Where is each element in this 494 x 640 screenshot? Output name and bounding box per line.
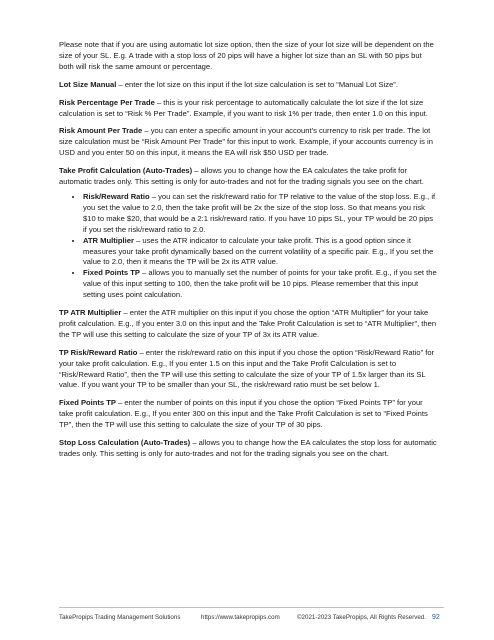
sl-calculation-paragraph [59, 438, 437, 460]
description: – allows you to change how the EA calculates the take profit for automatic trades only. This setting is only for auto-trades and not for the trading signals you see on the chart. [59, 166, 424, 187]
term: TP ATR Multiplier [59, 308, 122, 318]
footer-url[interactable]: https://www.takepropips.com [201, 614, 280, 621]
fixed-tp-paragraph [59, 398, 437, 431]
tp-calculation-paragraph [59, 166, 437, 188]
description: – enter the ATR multiplier on this input if you chose the option “ATR Multiplier” for your take profit calculation. E.g., If you enter 3.0 on this input and the Take Profit Calculation is set to “ATR Multiplier”, then the TP will use this setting to calculate the size of your TP of 3x its ATR value. [59, 308, 437, 339]
footer-copyright: ©2021-2023 TakePropips, All Rights Reserved. [297, 614, 426, 621]
lot-size-manual-paragraph [59, 80, 437, 91]
tp-atr-paragraph [59, 308, 437, 341]
list-item [83, 236, 437, 269]
term: Risk Percentage Per Trade [59, 97, 155, 107]
tp-options-list [59, 192, 437, 301]
description: – you can enter a specific amount in your account’s currency to risk per trade. The lot size calculation must be “Risk Amount Per Trade” for this input to work. Example, if your accounts currency is in USD and you enter 50 on this input, it means the EA will risk $50 USD per trade. [59, 126, 433, 158]
risk-percentage-paragraph [59, 98, 437, 120]
description: – allows you to change how the EA calculates the stop loss for automatic trades only. This setting is only for auto-trades and not for the trading signals you see on the chart. [59, 438, 437, 458]
term: Fixed Points TP [59, 398, 116, 408]
description: – enter the lot size on this input if the lot size calculation is set to “Manual Lot Size”. [116, 79, 398, 89]
description: – enter the risk/reward ratio on this input if you chose the option “Risk/Reward Ratio” for your take profit calculation. E.g., If you enter 1.5 on this input and the Take Profit Calculation is set to “Risk/Reward Ratio”, then the TP will use this setting to calculate the size of your TP of 1.5x larger than its SL value. If you want your TP to be smaller than your SL, the risk/reward ratio must be set below 1. [59, 347, 435, 390]
term: Fixed Points TP [83, 268, 140, 278]
list-item [83, 192, 437, 236]
list-item [83, 268, 437, 301]
term: ATR Multiplier [83, 235, 134, 245]
term: Lot Size Manual [59, 79, 117, 89]
term: Take Profit Calculation (Auto-Trades) [59, 166, 193, 176]
auto-lot-note: Please note that if you are using automatic lot size option, then the size of your lot size will be dependent on the size of your SL. E.g. A trade with a stop loss of 20 pips will have a higher lot size than an SL with 50 pips but both will risk the same amount or percentage. [59, 40, 434, 71]
term: Risk/Reward Ratio [83, 191, 150, 201]
risk-amount-paragraph [59, 126, 437, 159]
term: TP Risk/Reward Ratio [59, 347, 138, 357]
tp-rr-paragraph [59, 348, 437, 392]
term: Stop Loss Calculation (Auto-Trades) [59, 438, 191, 448]
description: – enter the number of points on this input if you chose the option “Fixed Points TP” for your take profit calculation. E.g., If you enter 300 on this input and the Take Profit Calculation is set to “Fixed Points TP”, then the TP will use this setting to calculate the size of your TP of 30 pips. [59, 398, 428, 430]
description: – allows you to manually set the number of points for your take profit. E.g., if you set the value of this input setting to 100, then the take profit will be 10 pips. Please remember that this input setting uses point calculation. [83, 268, 437, 300]
footer-divider [59, 607, 444, 608]
page-content [59, 40, 437, 467]
description: – you can set the risk/reward ratio for TP relative to the value of the stop loss. E.g., if you set the value to 2.0, then the take profit will be 2x the size of the stop loss. So that means you risk $10 to make $20, that would be a 2:1 risk/reward ratio. If you have 10 pips SL, your TP would be 20 pips if you set the risk/reward ratio to 2.0. [83, 191, 436, 234]
page-number: 92 [432, 614, 440, 621]
description: – uses the ATR indicator to calculate your take profit. This is a good option since it measures your take profit dynamically based on the current volatility of a specific pair. E.g., If you set the value to 2.0, then it means the TP will be 2x its ATR value. [83, 235, 434, 267]
footer-company: TakePropips Trading Management Solutions [59, 614, 181, 621]
description: – this is your risk percentage to automatically calculate the lot size if the lot size calculation is set to “Risk % Per Trade”. Example, if you want to risk 1% per trade, then enter 1.0 on this input. [59, 97, 428, 118]
term: Risk Amount Per Trade [59, 126, 143, 136]
